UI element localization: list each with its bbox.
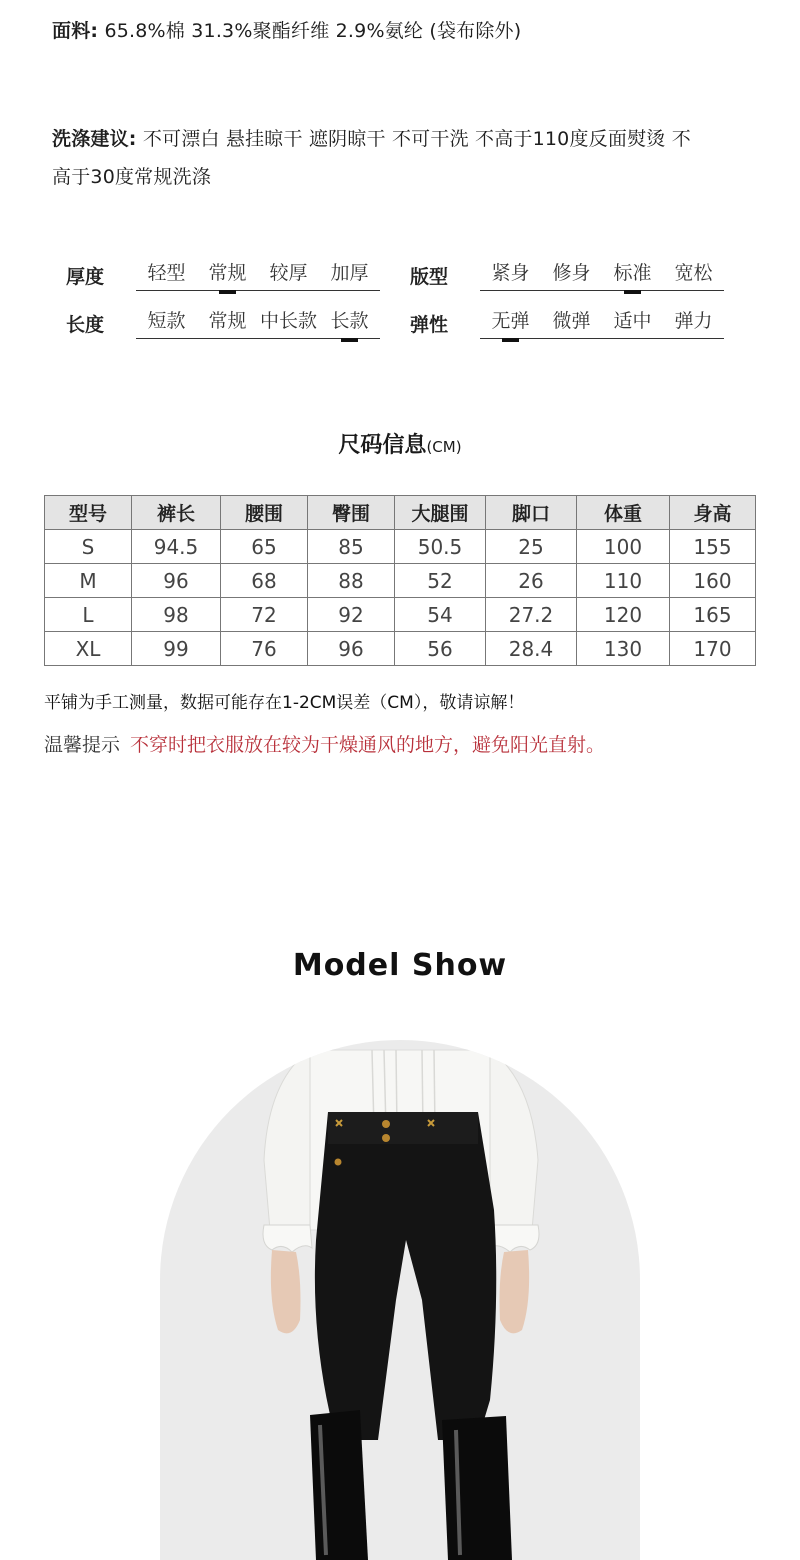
fabric-info [52, 12, 772, 50]
table-cell: 85 [308, 530, 395, 564]
attribute-row-2 [0, 304, 800, 344]
thickness-options [136, 256, 380, 291]
table-cell: 54 [395, 598, 486, 632]
length-option: 短款 [147, 310, 186, 332]
thickness-option: 轻型 [147, 262, 186, 284]
table-cell: 130 [577, 632, 670, 666]
size-table [44, 495, 756, 666]
measurement-note: 平铺为手工测量，数据可能存在1-2CM误差（CM），敬请谅解！ [44, 693, 525, 713]
thickness-option: 加厚 [330, 262, 369, 284]
table-cell: 160 [670, 564, 756, 598]
tip-label: 温馨提示 [44, 734, 121, 756]
elasticity-option: 微弹 [552, 310, 591, 332]
elasticity-option-selected: 无弹 [480, 304, 541, 338]
table-cell: 65 [221, 530, 308, 564]
table-cell: 96 [132, 564, 221, 598]
wash-info [52, 120, 772, 196]
table-cell: S [45, 530, 132, 564]
table-cell: 98 [132, 598, 221, 632]
length-option-selected: 长款 [319, 304, 380, 338]
table-cell: 26 [486, 564, 577, 598]
fit-options [480, 256, 724, 291]
table-cell: 28.4 [486, 632, 577, 666]
table-cell: 100 [577, 530, 670, 564]
table-cell: 88 [308, 564, 395, 598]
table-cell: 52 [395, 564, 486, 598]
table-row [45, 598, 756, 632]
header-cell: 大腿围 [395, 496, 486, 530]
thickness-option: 较厚 [269, 262, 308, 284]
table-row [45, 530, 756, 564]
header-cell: 脚口 [486, 496, 577, 530]
table-row [45, 564, 756, 598]
header-cell: 型号 [45, 496, 132, 530]
model-show-title: Model Show [292, 948, 508, 983]
header-cell: 腰围 [221, 496, 308, 530]
size-info-title [0, 428, 800, 459]
fit-option: 宽松 [674, 262, 713, 284]
length-label: 长度 [66, 314, 105, 336]
tip-message: 不穿时把衣服放在较为干燥通风的地方，避免阳光直射。 [130, 734, 606, 756]
fit-label: 版型 [410, 266, 449, 288]
table-cell: 92 [308, 598, 395, 632]
size-title-text: 尺码信息 [338, 433, 427, 458]
table-cell: 27.2 [486, 598, 577, 632]
thickness-label: 厚度 [66, 266, 105, 288]
size-title-unit: (CM) [426, 438, 462, 456]
attribute-row-1 [0, 256, 800, 296]
table-cell: 76 [221, 632, 308, 666]
fabric-label: 面料: [52, 20, 99, 42]
length-option: 常规 [208, 310, 247, 332]
care-tip [44, 730, 605, 757]
size-table-header [45, 496, 756, 530]
table-cell: 165 [670, 598, 756, 632]
fit-option: 紧身 [491, 262, 530, 284]
wash-line-1: 不可漂白 悬挂晾干 遮阴晾干 不可干洗 不高于110度反面熨烫 不 [136, 128, 691, 150]
wash-label: 洗涤建议: [52, 128, 137, 150]
length-options [136, 304, 380, 339]
model-photo [160, 1040, 640, 1560]
elasticity-label: 弹性 [410, 314, 449, 336]
table-cell: M [45, 564, 132, 598]
table-cell: 170 [670, 632, 756, 666]
table-cell: 99 [132, 632, 221, 666]
table-cell: 96 [308, 632, 395, 666]
header-cell: 臀围 [308, 496, 395, 530]
table-cell: 110 [577, 564, 670, 598]
length-option: 中长款 [259, 310, 317, 332]
table-cell: 56 [395, 632, 486, 666]
table-cell: 72 [221, 598, 308, 632]
fit-option-selected: 标准 [602, 256, 663, 290]
fit-option: 修身 [552, 262, 591, 284]
cropped-heading [52, 0, 172, 4]
table-cell: 94.5 [132, 530, 221, 564]
table-cell: 68 [221, 564, 308, 598]
table-cell: 50.5 [395, 530, 486, 564]
header-cell: 身高 [670, 496, 756, 530]
table-row [45, 632, 756, 666]
header-cell: 体重 [577, 496, 670, 530]
table-cell: L [45, 598, 132, 632]
table-cell: 155 [670, 530, 756, 564]
header-cell: 裤长 [132, 496, 221, 530]
elasticity-option: 弹力 [674, 310, 713, 332]
model-illustration [160, 1040, 640, 1560]
table-cell: XL [45, 632, 132, 666]
table-cell: 120 [577, 598, 670, 632]
elasticity-option: 适中 [613, 310, 652, 332]
fabric-text: 65.8%棉 31.3%聚酯纤维 2.9%氨纶 (袋布除外) [98, 20, 522, 42]
wash-line-2: 高于30度常规洗涤 [52, 166, 211, 188]
thickness-option-selected: 常规 [197, 256, 258, 290]
table-cell: 25 [486, 530, 577, 564]
elasticity-options [480, 304, 724, 339]
